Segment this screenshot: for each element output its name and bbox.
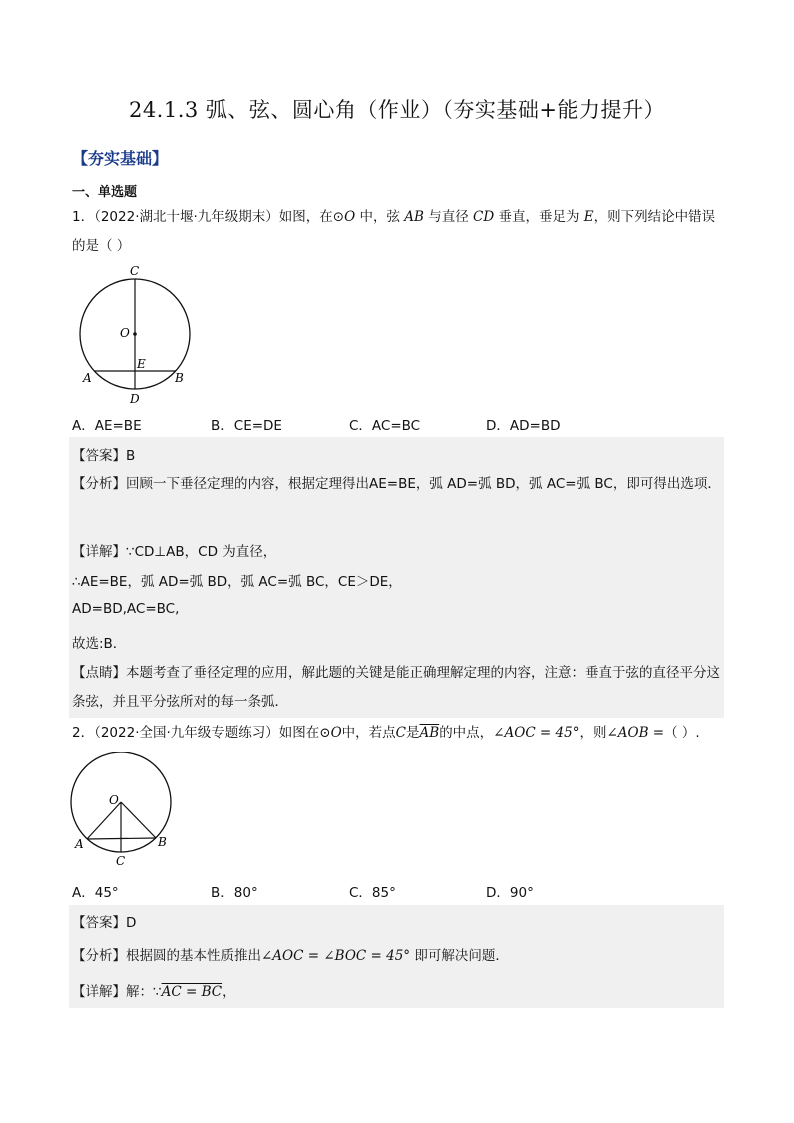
q2-analysis [72,944,722,964]
q2-angle-aob: ∠AOB = [606,725,665,741]
q2-text-part: 是 [406,725,420,741]
q1-label-b: B [175,371,184,385]
q2-arc-ab: $\overline{AB}$ [419,725,440,741]
q2-text-part: 的中点， [439,725,494,741]
q2-label-b: B [158,835,167,849]
q1-answer: 【答案】B [72,448,136,464]
q1-option-b[interactable]: B．CE=DE [211,418,282,434]
page-title: 24.1.3 弧、弦、圆心角（作业）（夯实基础+能力提升） [128,98,666,122]
q1-option-a[interactable]: A．AE=BE [72,418,142,434]
q1-text-part: 中，弦 [355,209,405,225]
question-type-heading: 一、单选题 [72,185,138,200]
q2-text-part: 2．（2022·全国·九年级专题练习）如图在 [72,725,320,741]
q1-option-c[interactable]: C．AC=BC [349,418,421,434]
q2-text-part: （ ）. [664,725,700,741]
q1-var-cd: CD [473,209,495,225]
q2-angle-aoc: ∠AOC = 45° [493,725,580,741]
q2-detail-math: AC = BC [161,984,223,1000]
question-1-text [72,203,722,261]
question-2-text [72,719,722,748]
q1-detail-4: 故选:B． [72,636,127,652]
q2-radius-oa [87,802,121,839]
section-label: 【夯实基础】 [72,149,169,168]
q2-analysis-text: 【分析】根据圆的基本性质推出 [72,948,261,964]
q1-text-part: ，则下列结论中错误的是（ ） [72,209,716,254]
q1-comment: 【点睛】本题考查了垂径定理的应用，解此题的关键是能正确理解定理的内容，注意：垂直于弦的直径平分这条弦，并且平分弦所对的每一条弧． [72,665,720,710]
q2-analysis-text: 即可解决问题． [410,948,509,964]
q1-text-part: 1．（2022·湖北十堰·九年级期末）如图，在⊙ [72,209,345,225]
q2-radius-ob [121,802,156,838]
q1-circle-figure [72,262,202,412]
q2-label-c: C [116,854,126,868]
q1-label-d: D [130,392,140,406]
q1-label-a: A [83,371,92,385]
q1-detail-2: ∴AE=BE，弧 AD=弧 BD，弧 AC=弧 BC，CE＞DE， [72,574,402,590]
q2-option-b[interactable]: B．80° [211,885,258,901]
q1-text-part: 垂直，垂足为 [494,209,584,225]
q2-option-a[interactable]: A．45° [72,885,119,901]
q2-label-o: O [109,793,119,807]
q2-detail-text: ， [222,984,236,1000]
q1-text-part: 与直径 [423,209,474,225]
q1-option-d[interactable]: D．AD=BD [486,418,561,434]
q2-text-part: ，则 [579,725,607,741]
q2-detail-text: 【详解】解：∵ [72,984,162,1000]
q2-analysis-math: ∠AOC = ∠BOC = 45° [261,948,411,964]
q2-option-c[interactable]: C．85° [349,885,396,901]
q2-detail [72,980,722,1000]
q1-label-o: O [120,326,130,340]
q1-label-c: C [130,264,140,278]
q2-answer: 【答案】D [72,915,137,931]
q1-label-e: E [137,357,146,371]
q1-detail-1: 【详解】∵CD⊥AB，CD 为直径， [72,544,277,560]
q2-option-d[interactable]: D．90° [486,885,534,901]
q1-center-dot [133,332,137,336]
q1-var-e: E [583,209,594,225]
q1-var-ab: AB [404,209,424,225]
q2-var-c: C [395,725,407,741]
q1-detail-3: AD=BD,AC=BC, [72,601,180,617]
q1-var-o: O [344,209,356,225]
q1-analysis: 【分析】回顾一下垂径定理的内容，根据定理得出AE=BE，弧 AD=弧 BD，弧 AC=弧 BC，即可得出选项． [72,476,721,492]
q2-var-circle-o: ⊙O [319,725,342,741]
q2-label-a: A [75,837,84,851]
q2-circle-figure [62,752,182,872]
q2-text-part: 中，若点 [341,725,396,741]
q2-chord-ab [87,838,156,839]
